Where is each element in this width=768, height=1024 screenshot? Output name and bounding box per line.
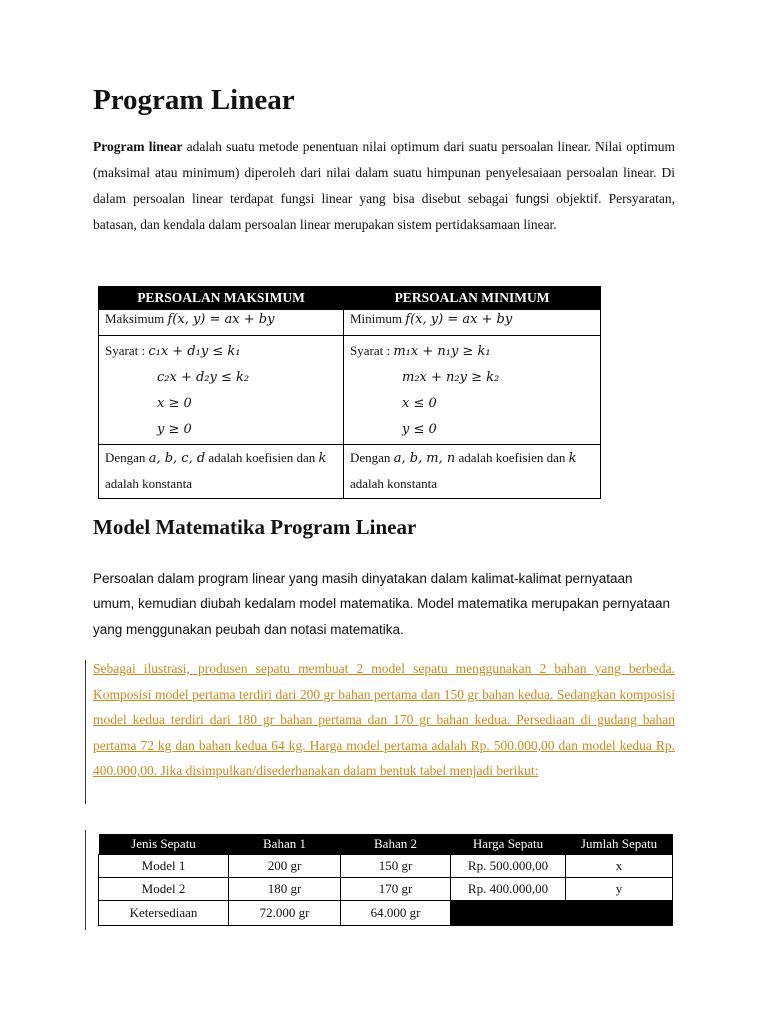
shoe-footer-bahan1: 72.000 gr [229, 901, 341, 926]
lp-constraints-row [99, 336, 601, 445]
lp-min-note [344, 445, 601, 499]
intro-text-2: objektif. Persyaratan, batasan, dan kendala dalam persoalan linear merupakan sistem pertidaksamaan linear. [93, 190, 675, 233]
shoe-footer-blank [566, 901, 673, 926]
lp-min-c1: m₁x + n₁y ≥ k₁ [393, 344, 491, 359]
shoe-cell: 150 gr [341, 855, 451, 878]
section-heading: Model Matematika Program Linear [93, 515, 417, 539]
lp-min-note-a: Dengan [350, 450, 394, 465]
intro-paragraph [93, 134, 675, 238]
shoe-cell: Model 2 [99, 878, 229, 901]
lp-max-c1: c₁x + d₁y ≤ k₁ [148, 344, 241, 359]
shoe-cell: 180 gr [229, 878, 341, 901]
lp-min-note-c: adalah konstanta [350, 476, 437, 491]
intro-bold-lead: Program linear [93, 139, 183, 154]
shoe-cell: 200 gr [229, 855, 341, 878]
intro-fungsi: fungsi [515, 191, 549, 206]
shoe-cell: x [566, 855, 673, 878]
shoe-cell: 170 gr [341, 878, 451, 901]
lp-min-note-vars: a, b, m, n [393, 451, 456, 466]
table-row [99, 878, 673, 901]
linear-program-table [98, 286, 601, 499]
lp-max-c4: y ≥ 0 [157, 422, 192, 437]
lp-max-note [99, 445, 344, 499]
shoe-table [98, 834, 673, 926]
shoe-head-jenis: Jenis Sepatu [99, 834, 229, 855]
shoe-cell: y [566, 878, 673, 901]
lp-max-constraints [99, 336, 344, 445]
shoe-cell: Rp. 500.000,00 [451, 855, 566, 878]
page-title: Program Linear [93, 84, 295, 116]
lp-min-note-k: k [568, 451, 577, 466]
lp-max-syarat: Syarat : [105, 343, 149, 358]
section-paragraph: Persoalan dalam program linear yang masih dinyatakan dalam kalimat-kalimat pernyataan umum, kemudian diubah kedalam model matematika. Model matematika merupakan pernyataan yang menggunakan peubah dan notasi matematika. [93, 571, 671, 637]
illustration-paragraph: Sebagai ilustrasi, produsen sepatu membuat 2 model sepatu menggunakan 2 bahan yang berbeda. Komposisi model pertama terdiri dari 200 gr bahan pertama dan 150 gr bahan kedua. Sedangkan komposisi model kedua terdiri dari 180 gr bahan pertama dan 170 gr bahan kedua. Persediaan di gudang bahan pertama 72 kg dan bahan kedua 64 kg. Harga model pertama adalah Rp. 500.000,00 dan model kedua Rp. 400.000,00. Jika disimpulkan/disederhanakan dalam bentuk tabel menjadi berikut: [93, 661, 675, 779]
lp-header-row [99, 287, 601, 310]
shoe-head-bahan1: Bahan 1 [229, 834, 341, 855]
lp-min-constraints [344, 336, 601, 445]
lp-objective-row [99, 310, 601, 336]
shoe-cell: Model 1 [99, 855, 229, 878]
lp-max-note-a: Dengan [105, 450, 149, 465]
lp-max-expr: f(x, y) = ax + by [167, 312, 275, 327]
lp-min-syarat: Syarat : [350, 343, 394, 358]
lp-min-c4: y ≤ 0 [402, 422, 437, 437]
lp-max-objective [99, 310, 344, 336]
table-row [99, 855, 673, 878]
intro-text-1: adalah suatu metode penentuan nilai optimum dari suatu persoalan linear. Nilai optimum (maksimal atau minimum) diperoleh dari nilai dalam suatu himpunan penyelesaiaan persoalan linear. Di dalam persoalan linear terdapat fungsi linear yang bisa disebut sebagai [93, 139, 676, 206]
lp-min-objective [344, 310, 601, 336]
shoe-footer-row [99, 901, 673, 926]
table-margin-bar [85, 830, 86, 930]
lp-max-note-c: adalah konstanta [105, 476, 192, 491]
shoe-head-harga: Harga Sepatu [451, 834, 566, 855]
lp-min-c2: m₂x + n₂y ≥ k₂ [402, 370, 500, 385]
shoe-footer-label: Ketersediaan [99, 901, 229, 926]
lp-min-note-b: adalah koefisien dan [455, 450, 569, 465]
shoe-cell: Rp. 400.000,00 [451, 878, 566, 901]
shoe-head-jumlah: Jumlah Sepatu [566, 834, 673, 855]
illustration-margin-bar [85, 660, 86, 804]
shoe-footer-bahan2: 64.000 gr [341, 901, 451, 926]
lp-min-expr: f(x, y) = ax + by [405, 312, 513, 327]
lp-max-note-vars: a, b, c, d [148, 451, 206, 466]
lp-note-row [99, 445, 601, 499]
lp-max-note-k: k [318, 451, 327, 466]
lp-max-c3: x ≥ 0 [157, 396, 192, 411]
shoe-head-bahan2: Bahan 2 [341, 834, 451, 855]
lp-min-c3: x ≤ 0 [402, 396, 437, 411]
shoe-footer-blank [451, 901, 566, 926]
lp-max-label: Maksimum [105, 311, 168, 326]
lp-head-max: PERSOALAN MAKSIMUM [99, 287, 344, 310]
lp-max-c2: c₂x + d₂y ≤ k₂ [157, 370, 250, 385]
lp-max-note-b: adalah koefisien dan [205, 450, 319, 465]
lp-head-min: PERSOALAN MINIMUM [344, 287, 601, 310]
shoe-table-header [99, 834, 673, 855]
lp-min-label: Minimum [350, 311, 406, 326]
